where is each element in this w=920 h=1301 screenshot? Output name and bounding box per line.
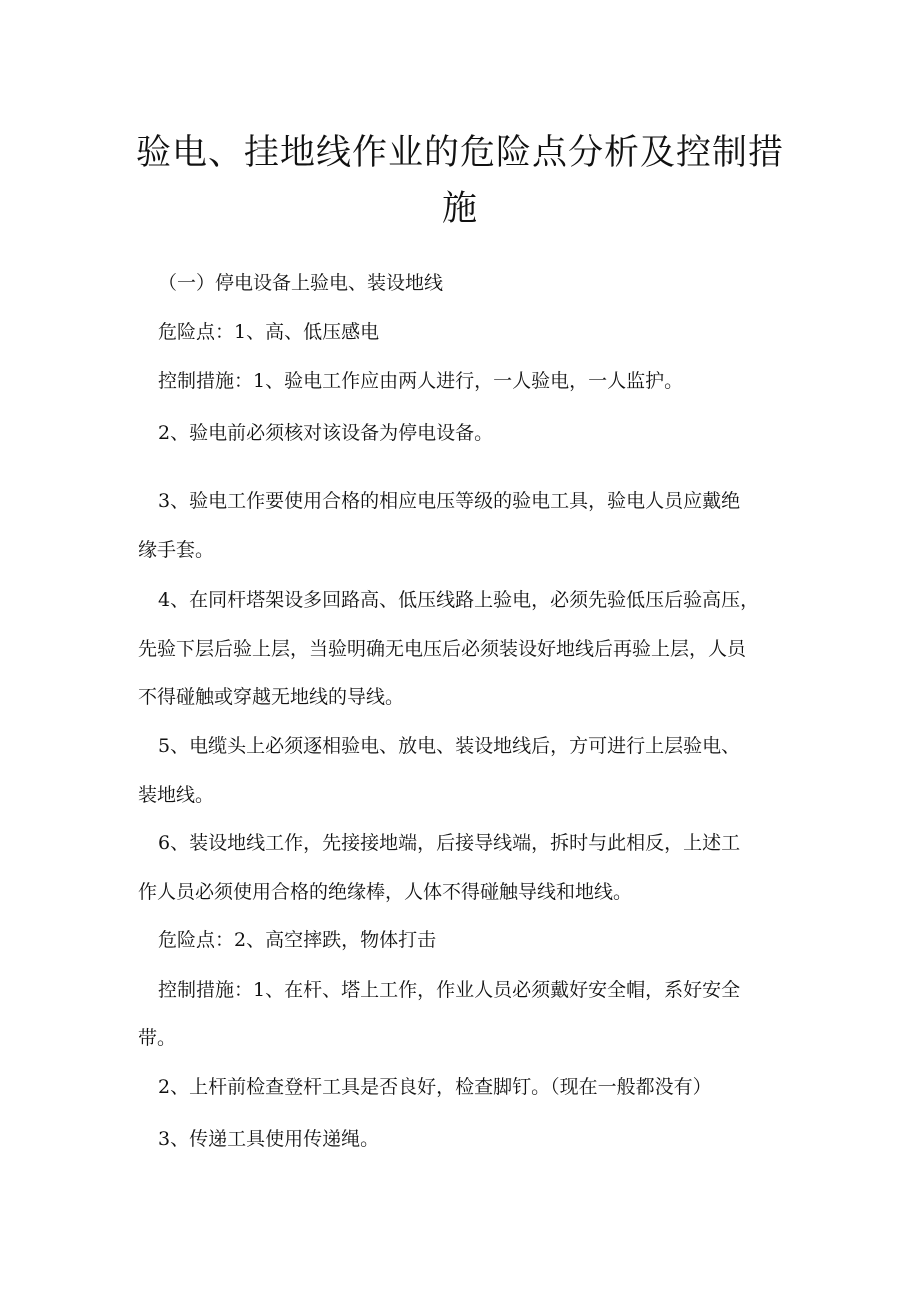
control-measure-b1-line-2: 带。 bbox=[138, 1027, 177, 1049]
control-measure-b1-line-1: 控制措施：1、在杆、塔上工作，作业人员必须戴好安全帽，系好安全 bbox=[158, 979, 741, 1001]
control-measure-6-line-2: 作人员必须使用合格的绝缘棒，人体不得碰触导线和地线。 bbox=[138, 881, 633, 903]
control-measure-2: 2、验电前必须核对该设备为停电设备。 bbox=[158, 422, 494, 444]
section-heading: （一）停电设备上验电、装设地线 bbox=[158, 272, 444, 294]
hazard-point-1: 危险点：1、高、低压感电 bbox=[158, 321, 380, 343]
control-measure-6-line-1: 6、装设地线工作，先接接地端，后接导线端，拆时与此相反，上述工 bbox=[158, 832, 741, 854]
hazard-point-2: 危险点：2、高空摔跌，物体打击 bbox=[158, 929, 437, 951]
control-measure-b3: 3、传递工具使用传递绳。 bbox=[158, 1128, 380, 1150]
control-measure-5-line-2: 装地线。 bbox=[138, 784, 215, 806]
document-title-line-1: 验电、挂地线作业的危险点分析及控制措 bbox=[135, 133, 784, 173]
document-title-line-2: 施 bbox=[441, 189, 478, 229]
control-measure-3-line-2: 缘手套。 bbox=[138, 539, 215, 561]
control-measure-4-line-3: 不得碰触或穿越无地线的导线。 bbox=[138, 686, 405, 708]
control-measure-3-line-1: 3、验电工作要使用合格的相应电压等级的验电工具，验电人员应戴绝 bbox=[158, 490, 741, 512]
control-measure-4-line-1: 4、在同杆塔架设多回路高、低压线路上验电，必须先验低压后验高压， bbox=[158, 589, 760, 611]
control-measure-5-line-1: 5、电缆头上必须逐相验电、放电、装设地线后，方可进行上层验电、 bbox=[158, 735, 741, 757]
control-measure-1: 控制措施：1、验电工作应由两人进行，一人验电，一人监护。 bbox=[158, 370, 684, 392]
control-measure-4-line-2: 先验下层后验上层，当验明确无电压后必须装设好地线后再验上层，人员 bbox=[138, 638, 747, 660]
control-measure-b2: 2、上杆前检查登杆工具是否良好，检查脚钉。（现在一般都没有） bbox=[158, 1076, 712, 1098]
